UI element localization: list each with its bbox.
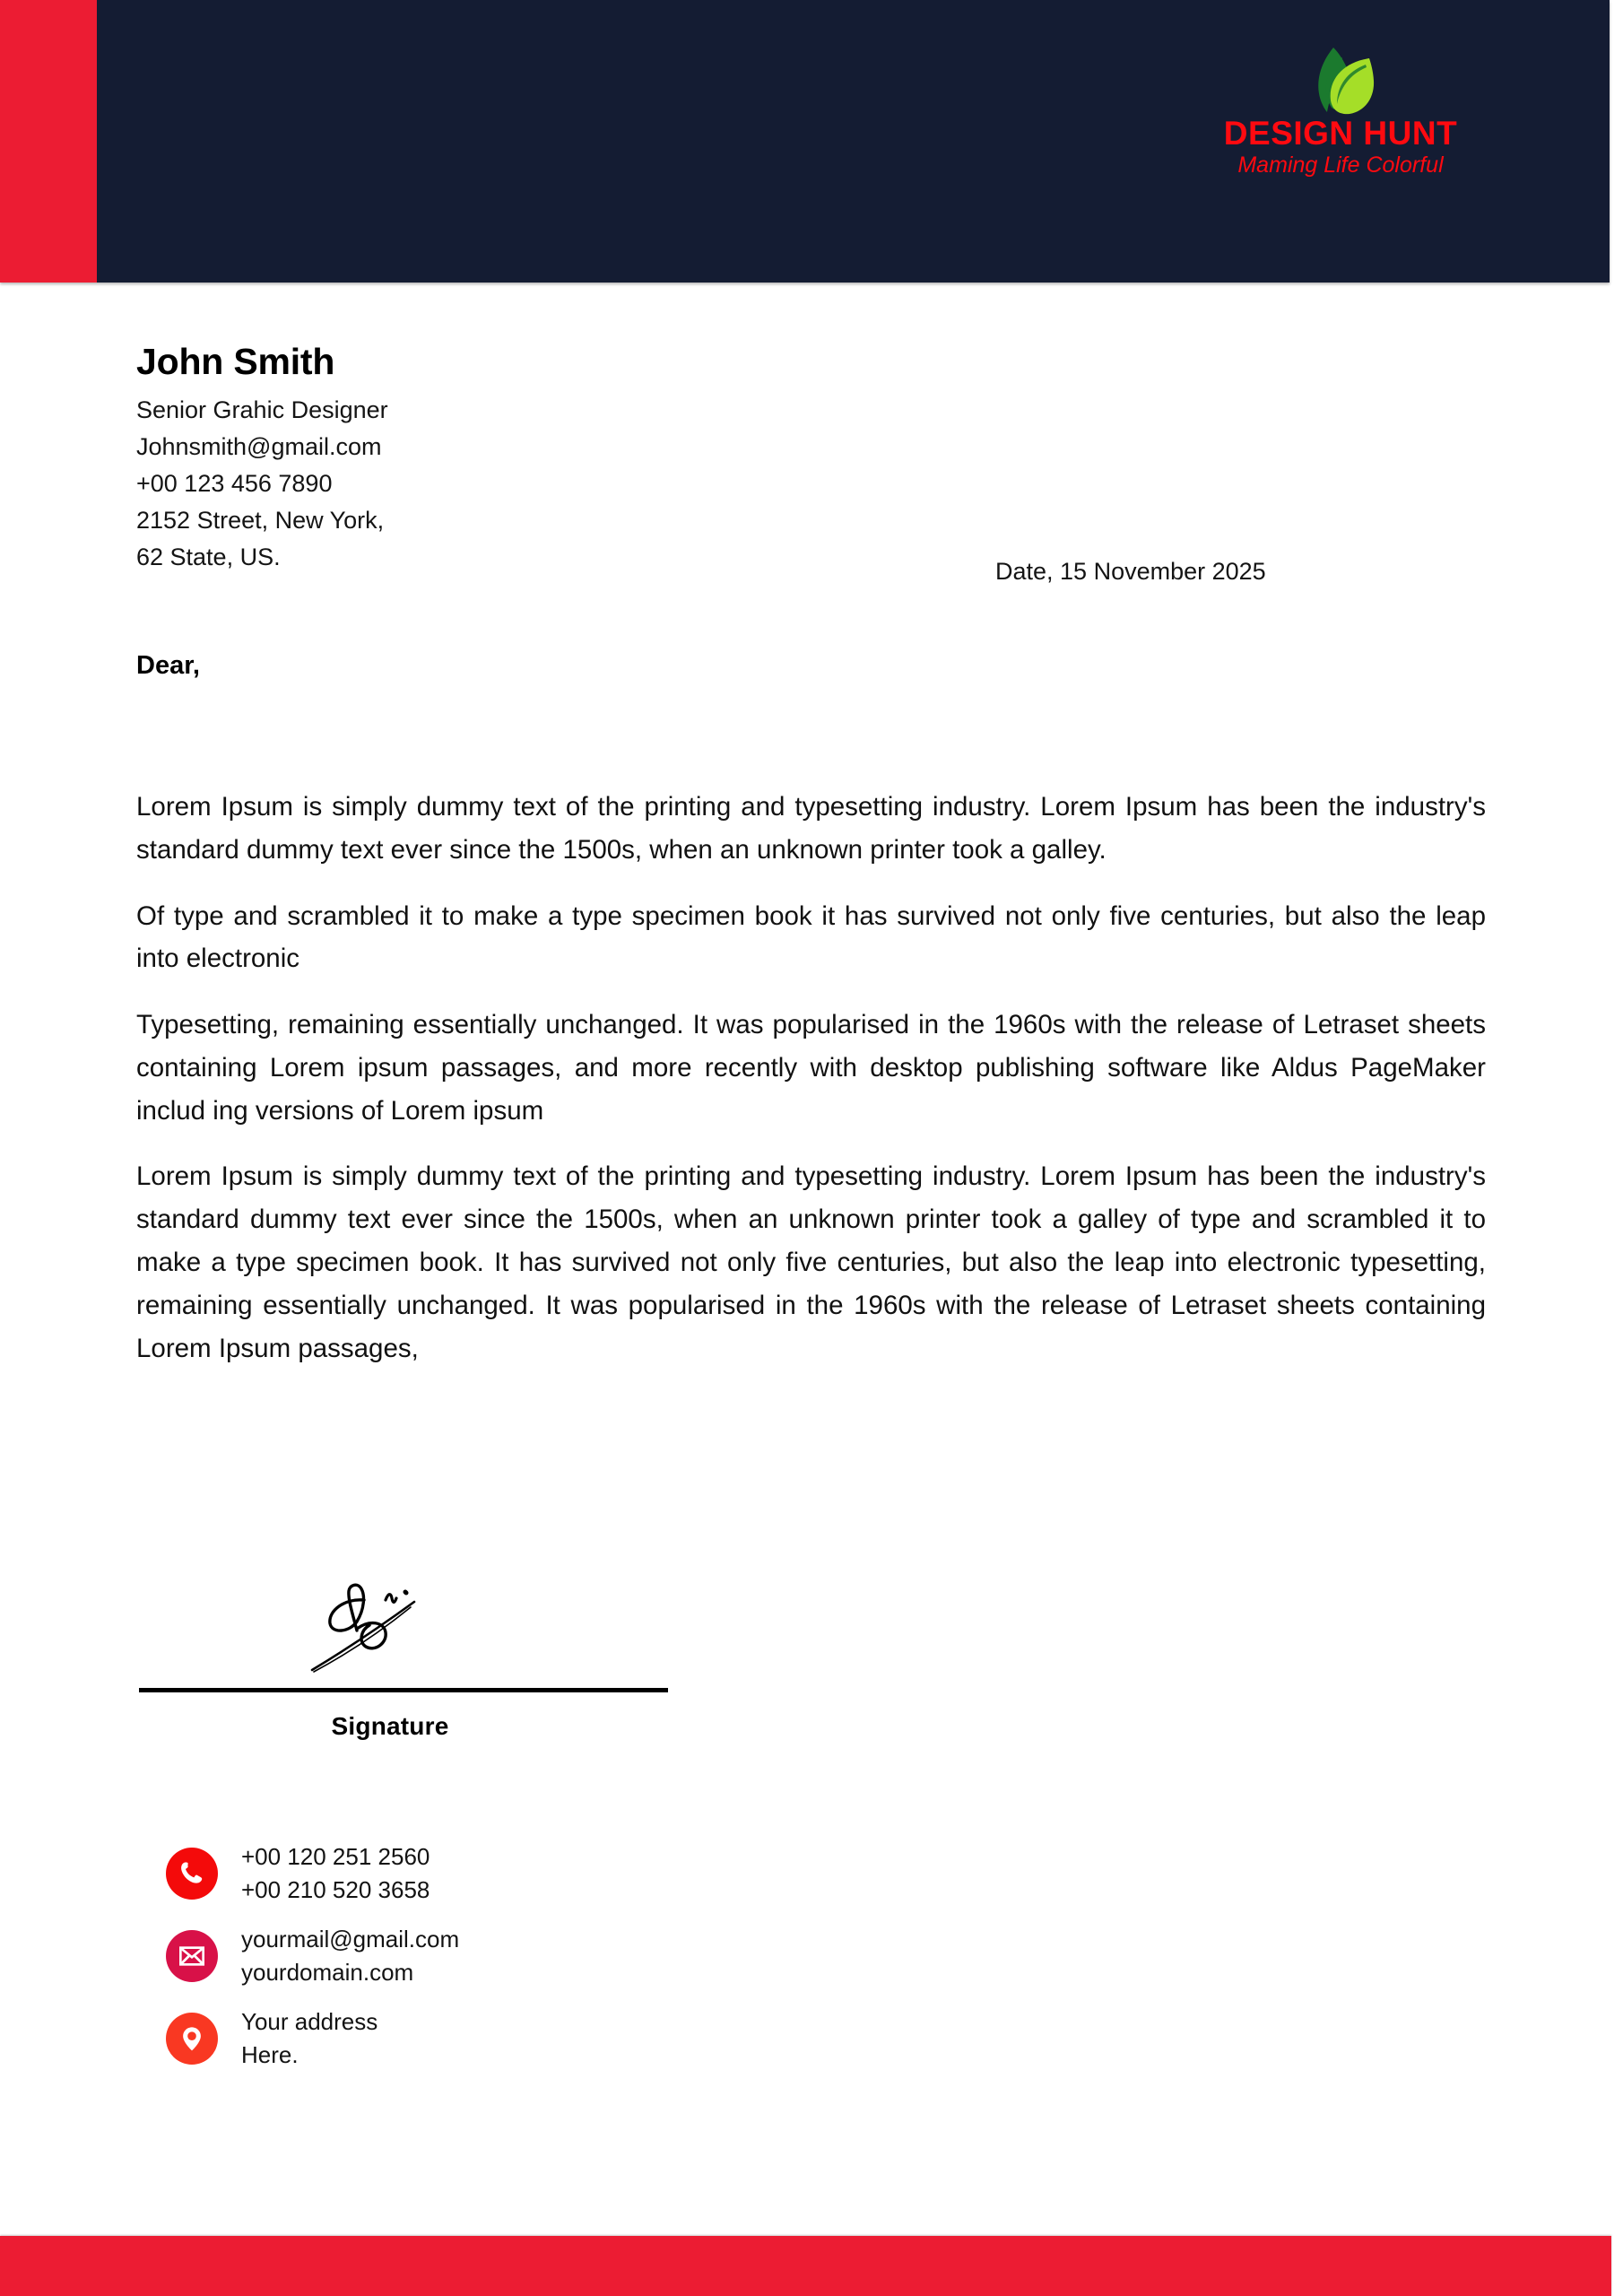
address-line-2: Here.	[241, 2040, 299, 2068]
contact-text-address	[241, 2005, 378, 2072]
brand-tagline: Maming Life Colorful	[1237, 152, 1444, 178]
contact-text-email	[241, 1923, 459, 1989]
body-paragraph: Lorem Ipsum is simply dummy text of the printing and typesetting industry. Lorem Ipsum has been the industry's standard dummy text ever since the 1500s, when an unknown printer took a galley.	[136, 792, 1486, 865]
contact-row-address	[166, 2005, 794, 2072]
contact-text-phone	[241, 1840, 430, 1907]
location-pin-icon	[166, 2013, 218, 2065]
sender-info	[136, 339, 764, 576]
brand-logo	[1179, 45, 1502, 178]
signature-area	[139, 1580, 668, 1741]
signature-label: Signature	[331, 1712, 449, 1740]
letter-date: Date, 15 November 2025	[995, 558, 1266, 585]
address-line-1: Your address	[241, 2007, 378, 2035]
phone-number-secondary: +00 210 520 3658	[241, 1875, 430, 1903]
sender-phone: +00 123 456 7890	[136, 470, 333, 498]
body-paragraph: Lorem Ipsum is simply dummy text of the printing and typesetting industry. Lorem Ipsum has been the industry's standard dummy text ever since the 1500s, when an unknown printer took a galley of type and scrambled it to make a type specimen book. It has survived not only five centuries, but also the leap into electronic typesetting, remaining essentially unchanged. It was popularised in the 1960s with the release of Letraset sheets containing Lorem Ipsum passages,	[136, 1161, 1486, 1363]
sender-address-line-2: 62 State, US.	[136, 544, 281, 571]
sender-name: John Smith	[136, 341, 335, 382]
phone-icon	[166, 1848, 218, 1900]
leaf-logo-icon	[1179, 45, 1502, 115]
contact-row-phone	[166, 1840, 794, 1907]
body-paragraph: Typesetting, remaining essentially unchanged. It was popularised in the 1960s with the release of Letraset sheets containing Lorem ipsum passages, and more recently with desktop publishing software like Aldus PageMaker includ ing versions of Lorem ipsum	[136, 1010, 1486, 1126]
sender-job-title: Senior Grahic Designer	[136, 396, 388, 424]
sender-email: Johnsmith@gmail.com	[136, 433, 382, 461]
page-header	[0, 0, 1610, 283]
footer-red-bar	[0, 2236, 1611, 2296]
body-paragraph: Of type and scrambled it to make a type specimen book it has survived not only five centuries, but also the leap into electronic	[136, 900, 1486, 974]
phone-number-primary: +00 120 251 2560	[241, 1843, 430, 1870]
email-address: yourmail@gmail.com	[241, 1925, 460, 1952]
salutation: Dear,	[136, 651, 200, 680]
sender-address-line-1: 2152 Street, New York,	[136, 507, 385, 535]
brand-name: DESIGN HUNT	[1223, 115, 1458, 152]
contact-row-email	[166, 1923, 794, 1989]
contact-info	[166, 1840, 794, 2071]
handwritten-signature-mark	[139, 1580, 668, 1686]
header-red-accent-bar	[0, 0, 97, 283]
letter-body	[136, 786, 1486, 1370]
signature-rule	[139, 1688, 668, 1692]
email-icon	[166, 1930, 218, 1982]
website-domain: yourdomain.com	[241, 1958, 414, 1986]
